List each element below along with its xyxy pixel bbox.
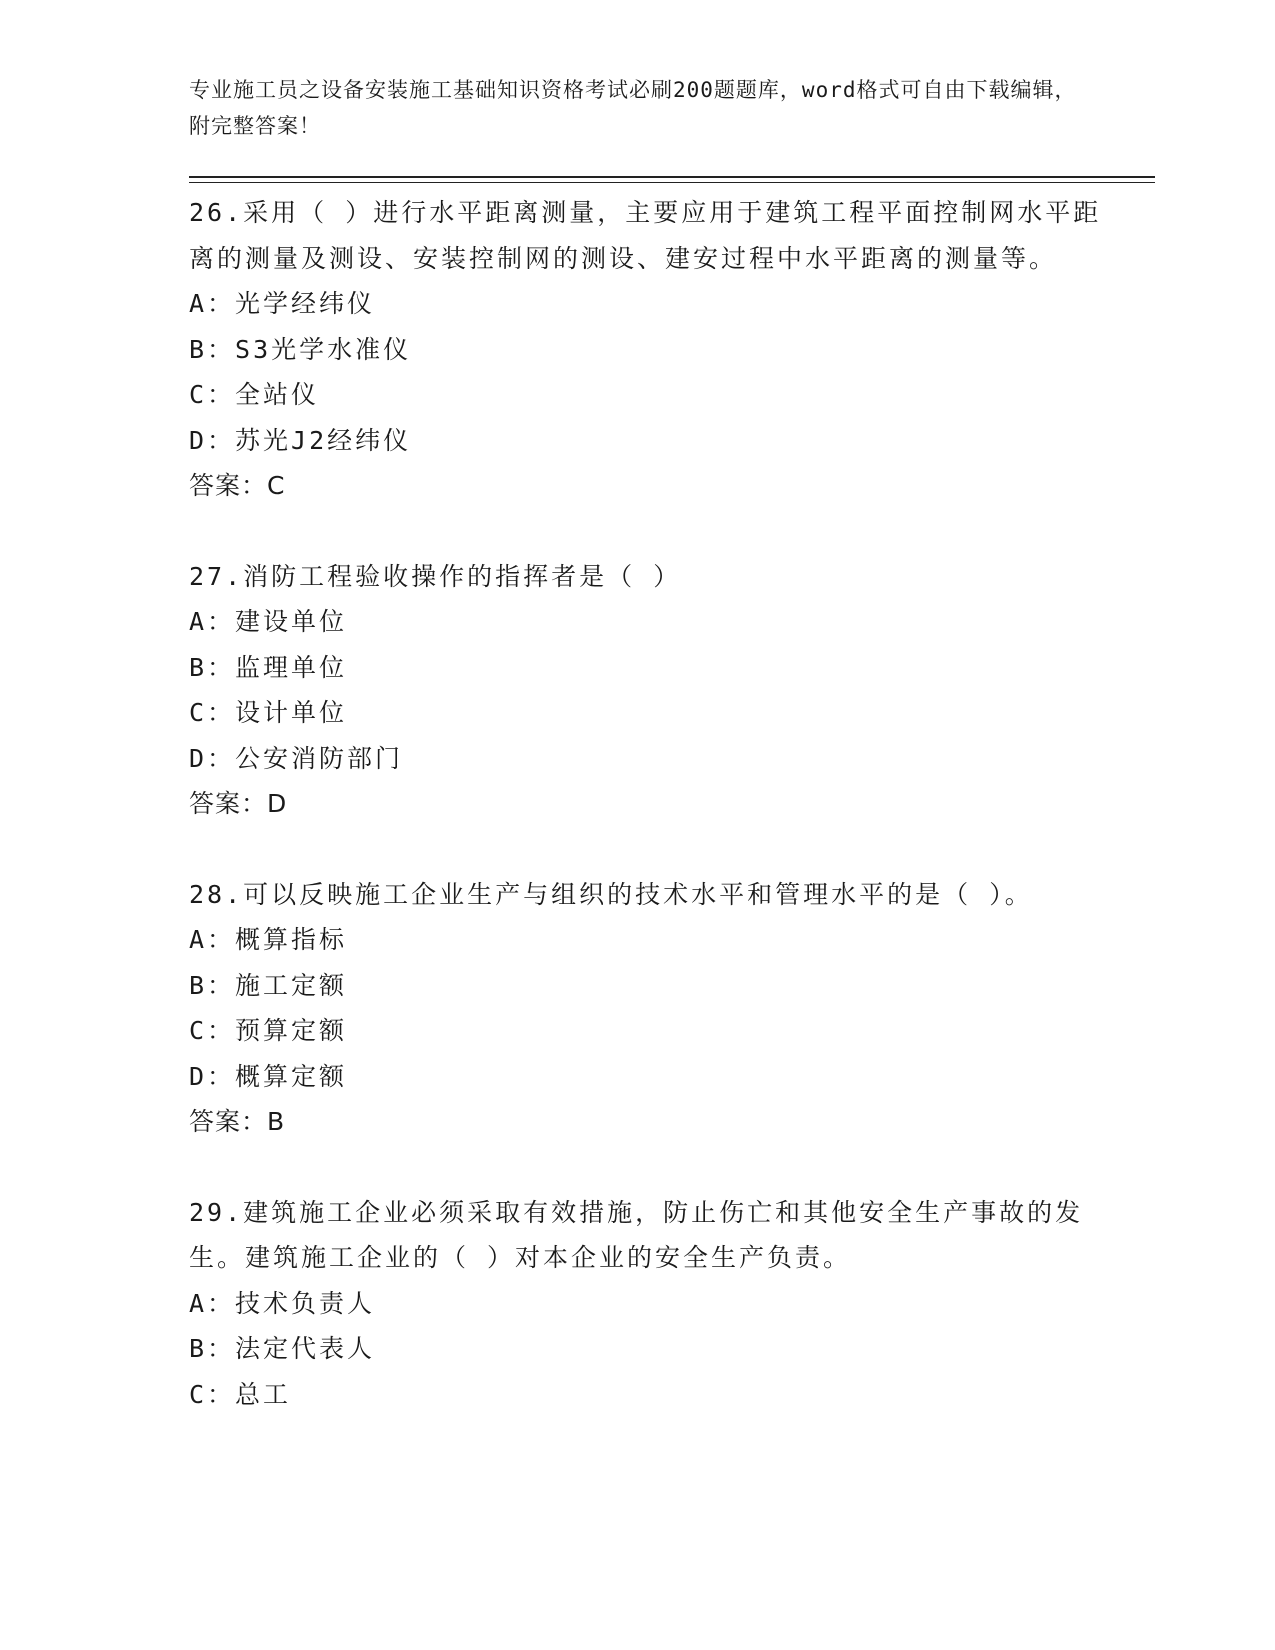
answer-line: 答案：B — [189, 1107, 286, 1136]
question-27 — [189, 554, 1119, 827]
question-stem: 27.消防工程验收操作的指挥者是（ ） — [189, 561, 682, 591]
header-divider-thick — [189, 176, 1155, 178]
question-28 — [189, 872, 1119, 1145]
option-d: D：概算定额 — [189, 1061, 348, 1091]
option-d: D：苏光J2经纬仪 — [189, 425, 412, 455]
header-intro-text: 专业施工员之设备安装施工基础知识资格考试必刷200题题库，word格式可自由下载编辑，附完整答案！ — [189, 78, 1077, 138]
header-divider-thin — [189, 182, 1155, 183]
question-26 — [189, 190, 1119, 509]
option-c: C：全站仪 — [189, 380, 320, 409]
answer-line: 答案：D — [189, 789, 288, 818]
option-a: A：技术负责人 — [189, 1288, 376, 1318]
option-a: A：光学经纬仪 — [189, 289, 376, 318]
option-d: D：公安消防部门 — [189, 743, 404, 773]
document-header — [189, 72, 1089, 144]
option-c: C：预算定额 — [189, 1016, 348, 1045]
question-stem: 29.建筑施工企业必须采取有效措施，防止伤亡和其他安全生产事故的发生。建筑施工企业的（ ）对本企业的安全生产负责。 — [189, 1197, 1084, 1272]
option-b: B：监理单位 — [189, 652, 348, 682]
option-b: B：S3光学水准仪 — [189, 334, 412, 364]
question-stem: 26.采用（ ）进行水平距离测量，主要应用于建筑工程平面控制网水平距离的测量及测设、安装控制网的测设、建安过程中水平距离的测量等。 — [189, 198, 1102, 273]
option-c: C：总工 — [189, 1379, 292, 1409]
question-stem: 28.可以反映施工企业生产与组织的技术水平和管理水平的是（ ）。 — [189, 879, 1033, 909]
option-b: B：法定代表人 — [189, 1334, 376, 1363]
option-c: C：设计单位 — [189, 698, 348, 727]
question-29 — [189, 1190, 1119, 1418]
option-a: A：概算指标 — [189, 925, 348, 954]
option-b: B：施工定额 — [189, 970, 348, 1000]
question-list — [189, 190, 1119, 1417]
answer-line: 答案：C — [189, 471, 286, 500]
option-a: A：建设单位 — [189, 607, 348, 636]
